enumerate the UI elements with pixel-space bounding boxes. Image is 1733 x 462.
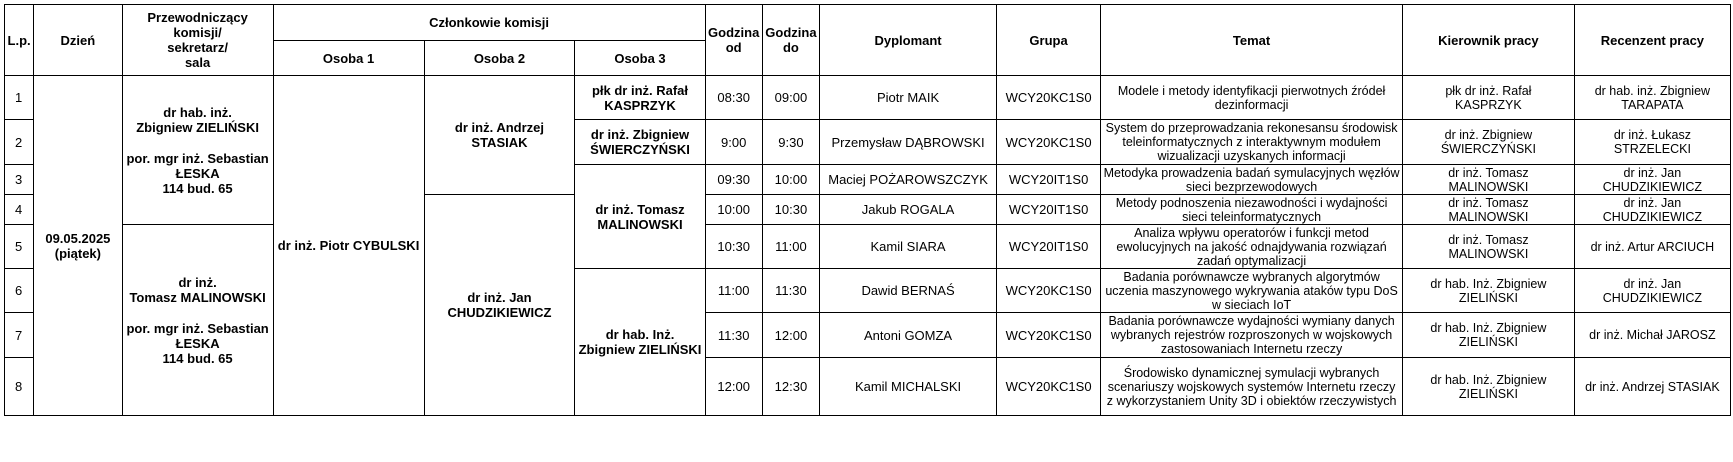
person-2-name: dr inż. Andrzej	[454, 120, 544, 135]
row-number: 2	[5, 120, 34, 165]
student-name: Kamil SIARA	[820, 225, 997, 269]
person-3-name: KASPRZYK	[604, 97, 676, 113]
reviewer-line: dr inż. Jan	[1623, 276, 1682, 291]
reviewer-line: CHUDZIKIEWICZ	[1602, 179, 1703, 194]
supervisor-line: MALINOWSKI	[1448, 179, 1529, 194]
row-number: 6	[5, 269, 34, 313]
topic: Analiza wpływu operatorów i funkcji metod ewolucyjnych na jakość odnajdywania rozwiązań zadań optymalizacji	[1101, 225, 1403, 269]
supervisor-line: dr inż. Tomasz	[1448, 165, 1529, 180]
time-from: 12:00	[705, 358, 762, 416]
topic: Badania porównawcze wydajności wymiany danych wybranych rejestrów rozproszonych w wojskowych zastosowaniach Internetu rzeczy	[1101, 313, 1403, 358]
supervisor-line: płk dr inż. Rafał	[1445, 83, 1532, 98]
time-to: 10:00	[762, 165, 819, 195]
header-topic: Temat	[1101, 5, 1403, 76]
header-lp: L.p.	[5, 5, 34, 76]
header-day: Dzień	[34, 5, 122, 76]
supervisor-line: dr inż. Tomasz	[1448, 232, 1529, 247]
secretary-name: ŁESKA	[175, 335, 220, 351]
chair-cell-1	[122, 76, 273, 225]
supervisor-line: dr inż. Zbigniew	[1444, 128, 1533, 142]
group: WCY20KC1S0	[997, 120, 1101, 165]
person-2-name: STASIAK	[471, 135, 528, 150]
person-3-name: dr hab. Inż.	[605, 327, 675, 342]
reviewer-line: dr inż. Łukasz	[1613, 128, 1691, 142]
table-row	[5, 76, 1731, 120]
reviewer	[1574, 195, 1730, 225]
person-3-cell	[575, 120, 705, 165]
reviewer	[1574, 225, 1730, 269]
group: WCY20KC1S0	[997, 313, 1101, 358]
group: WCY20KC1S0	[997, 358, 1101, 416]
supervisor	[1403, 76, 1575, 120]
header-chair-line: Przewodniczący	[147, 10, 248, 25]
supervisor-line: ZIELIŃSKI	[1458, 290, 1518, 305]
spacer	[125, 135, 271, 151]
reviewer-line: dr inż. Artur ARCIUCH	[1590, 239, 1715, 254]
reviewer-line: dr inż. Michał JAROSZ	[1589, 328, 1716, 342]
supervisor-line: ŚWIERCZYŃSKI	[1440, 142, 1536, 156]
row-number: 5	[5, 225, 34, 269]
supervisor-line: ZIELIŃSKI	[1458, 386, 1518, 401]
student-name: Maciej POŻAROWSZCZYK	[820, 165, 997, 195]
table-row	[5, 225, 1731, 269]
supervisor-line: dr hab. Inż. Zbigniew	[1430, 372, 1547, 387]
time-from: 09:30	[705, 165, 762, 195]
time-from: 11:30	[705, 313, 762, 358]
reviewer-line: dr hab. inż. Zbigniew	[1594, 83, 1711, 98]
person-3-name: Zbigniew ZIELIŃSKI	[578, 342, 702, 357]
time-to: 11:30	[762, 269, 819, 313]
reviewer-line: TARAPATA	[1621, 97, 1684, 112]
row-number: 3	[5, 165, 34, 195]
person-3-name: ŚWIERCZYŃSKI	[590, 142, 690, 157]
header-time-to	[762, 5, 819, 76]
header-chair-line: sekretarz/	[167, 40, 228, 55]
topic: Metody podnoszenia niezawodności i wydajności sieci teleinformatycznych	[1101, 195, 1403, 225]
topic: Metodyka prowadzenia badań symulacyjnych węzłów sieci bezprzewodowych	[1101, 165, 1403, 195]
supervisor-line: MALINOWSKI	[1448, 209, 1529, 224]
time-from: 9:00	[705, 120, 762, 165]
reviewer-line: CHUDZIKIEWICZ	[1602, 290, 1703, 305]
group: WCY20IT1S0	[997, 165, 1101, 195]
chair-name: Zbigniew ZIELIŃSKI	[136, 119, 259, 135]
reviewer-line: dr inż. Jan	[1623, 165, 1682, 180]
header-person-3: Osoba 3	[575, 41, 705, 76]
header-reviewer: Recenzent pracy	[1574, 5, 1730, 76]
topic: Modele i metody identyfikacji pierwotnych źródeł dezinformacji	[1101, 76, 1403, 120]
reviewer	[1574, 165, 1730, 195]
time-to: 9:30	[762, 120, 819, 165]
person-3-cell	[575, 76, 705, 120]
reviewer-line: dr inż. Andrzej STASIAK	[1585, 379, 1720, 394]
topic: Środowisko dynamicznej symulacji wybranych scenariuszy wojskowych systemów Internetu rzeczy z wykorzystaniem Unity 3D i obiektów rzeczywistych	[1101, 358, 1403, 416]
person-2-name: dr inż. Jan	[467, 290, 532, 305]
day-cell	[34, 76, 122, 416]
person-2-name: CHUDZIKIEWICZ	[447, 305, 552, 320]
room: 114 bud. 65	[162, 350, 233, 366]
header-time-to-line: do	[782, 40, 799, 55]
time-from: 08:30	[705, 76, 762, 120]
header-time-from	[705, 5, 762, 76]
chair-name: dr hab. inż.	[163, 104, 232, 120]
header-student: Dyplomant	[820, 5, 997, 76]
reviewer-line: dr inż. Jan	[1623, 195, 1682, 210]
group: WCY20IT1S0	[997, 225, 1101, 269]
header-person-1: Osoba 1	[273, 41, 424, 76]
student-name: Dawid BERNAŚ	[820, 269, 997, 313]
person-2-cell	[424, 195, 575, 416]
student-name: Piotr MAIK	[820, 76, 997, 120]
chair-name: dr inż.	[178, 274, 217, 290]
chair-cell-2	[122, 225, 273, 416]
header-supervisor: Kierownik pracy	[1403, 5, 1575, 76]
group: WCY20KC1S0	[997, 76, 1101, 120]
room: 114 bud. 65	[162, 180, 233, 196]
supervisor-line: ZIELIŃSKI	[1458, 335, 1518, 349]
topic: Badania porównawcze wybranych algorytmów uczenia maszynowego wykrywania ataków typu DoS w sieciach IoT	[1101, 269, 1403, 313]
chair-name: Tomasz MALINOWSKI	[129, 289, 266, 305]
supervisor	[1403, 269, 1575, 313]
time-to: 09:00	[762, 76, 819, 120]
row-number: 7	[5, 313, 34, 358]
header-committee-members: Członkowie komisji	[273, 5, 705, 41]
reviewer	[1574, 120, 1730, 165]
person-3-name: dr inż. Tomasz	[595, 201, 685, 217]
supervisor-line: MALINOWSKI	[1448, 246, 1529, 261]
reviewer-line: CHUDZIKIEWICZ	[1602, 209, 1703, 224]
header-person-2: Osoba 2	[424, 41, 575, 76]
reviewer	[1574, 269, 1730, 313]
secretary-name: por. mgr inż. Sebastian	[126, 150, 269, 166]
supervisor-line: dr hab. Inż. Zbigniew	[1430, 276, 1547, 291]
student-name: Antoni GOMZA	[820, 313, 997, 358]
reviewer	[1574, 313, 1730, 358]
student-name: Kamil MICHALSKI	[820, 358, 997, 416]
header-time-from-line: od	[725, 40, 742, 55]
secretary-name: por. mgr inż. Sebastian	[126, 320, 269, 336]
header-time-from-line: Godzina	[708, 25, 760, 40]
person-3-cell	[575, 269, 705, 416]
header-time-to-line: Godzina	[765, 25, 817, 40]
supervisor-line: dr hab. Inż. Zbigniew	[1430, 321, 1547, 335]
student-name: Jakub ROGALA	[820, 195, 997, 225]
time-to: 12:00	[762, 313, 819, 358]
supervisor-line: KASPRZYK	[1455, 97, 1522, 112]
reviewer	[1574, 76, 1730, 120]
header-group: Grupa	[997, 5, 1101, 76]
group: WCY20IT1S0	[997, 195, 1101, 225]
supervisor-line: dr inż. Tomasz	[1448, 195, 1529, 210]
reviewer	[1574, 358, 1730, 416]
supervisor	[1403, 313, 1575, 358]
supervisor	[1403, 225, 1575, 269]
supervisor	[1403, 120, 1575, 165]
person-3-name: płk dr inż. Rafał	[591, 82, 689, 98]
row-number: 1	[5, 76, 34, 120]
row-number: 8	[5, 358, 34, 416]
time-from: 10:00	[705, 195, 762, 225]
header-chair-line: komisji/	[173, 25, 222, 40]
group: WCY20KC1S0	[997, 269, 1101, 313]
person-3-cell	[575, 165, 705, 269]
spacer	[125, 305, 271, 321]
person-3-name: dr inż. Zbigniew	[590, 127, 690, 142]
time-from: 11:00	[705, 269, 762, 313]
row-number: 4	[5, 195, 34, 225]
secretary-name: ŁESKA	[175, 165, 220, 181]
supervisor	[1403, 358, 1575, 416]
header-chair-line: sala	[184, 55, 211, 70]
topic: System do przeprowadzania rekonesansu środowisk teleinformatycznych z interaktywnym modułem wizualizacji uzyskanych informacji	[1101, 120, 1403, 165]
header-chair	[122, 5, 273, 76]
person-3-name: MALINOWSKI	[597, 216, 683, 232]
supervisor	[1403, 165, 1575, 195]
student-name: Przemysław DĄBROWSKI	[820, 120, 997, 165]
time-to: 11:00	[762, 225, 819, 269]
time-from: 10:30	[705, 225, 762, 269]
day-date: 09.05.2025	[45, 230, 111, 246]
time-to: 12:30	[762, 358, 819, 416]
reviewer-line: STRZELECKI	[1613, 142, 1691, 156]
supervisor	[1403, 195, 1575, 225]
person-1-cell: dr inż. Piotr CYBULSKI	[273, 76, 424, 416]
day-weekday: (piątek)	[54, 245, 101, 261]
person-2-cell	[424, 76, 575, 195]
time-to: 10:30	[762, 195, 819, 225]
defense-schedule-table	[4, 4, 1731, 416]
